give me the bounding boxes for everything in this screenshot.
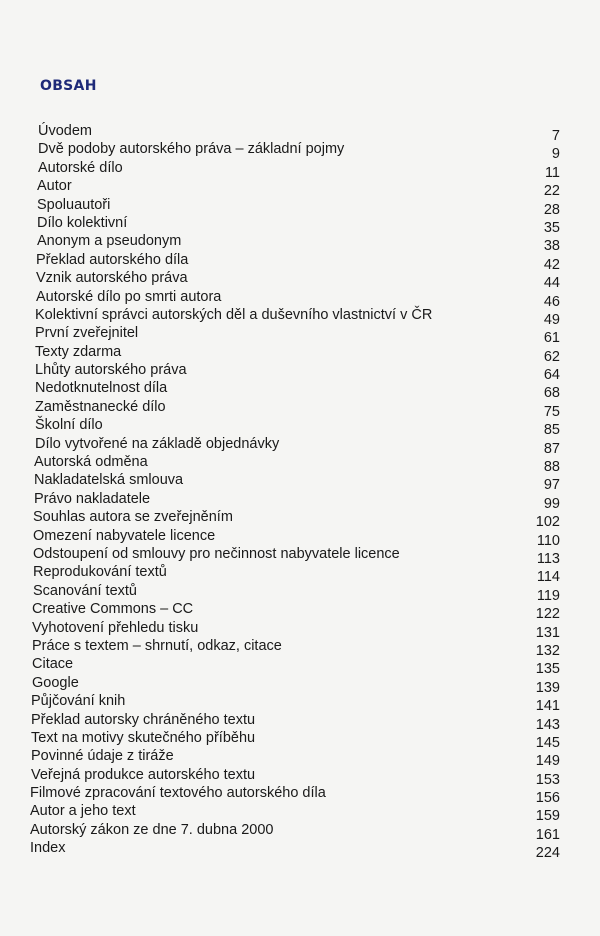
toc-entry-title: Scanování textů bbox=[33, 582, 137, 599]
toc-entry bbox=[30, 784, 560, 807]
toc-entry-title: Nakladatelská smlouva bbox=[34, 472, 184, 489]
toc-entry-page-number: 131 bbox=[535, 624, 560, 641]
toc-entry bbox=[30, 692, 560, 715]
toc-entry-page-number: 49 bbox=[543, 311, 560, 328]
toc-entry-page-number: 114 bbox=[536, 569, 560, 586]
toc-entry bbox=[30, 711, 560, 733]
toc-entry bbox=[30, 600, 560, 623]
toc-entry-page-number: 22 bbox=[543, 183, 560, 200]
toc-entry bbox=[30, 140, 560, 163]
toc-entry-title: Citace bbox=[32, 656, 74, 673]
toc-entry bbox=[30, 563, 560, 586]
toc-entry-title: Vyhotovení přehledu tisku bbox=[32, 619, 199, 636]
toc-entry-title: Omezení nabyvatele licence bbox=[33, 527, 216, 544]
toc-entry bbox=[30, 398, 560, 420]
toc-entry-page-number: 88 bbox=[543, 459, 560, 476]
toc-entry-page-number: 7 bbox=[551, 128, 560, 144]
toc-entry-title: Text na motivy skutečného příběhu bbox=[31, 729, 256, 746]
toc-entry bbox=[30, 637, 560, 659]
toc-entry bbox=[30, 508, 560, 531]
toc-entry bbox=[30, 435, 560, 457]
toc-entry-page-number: 122 bbox=[535, 606, 560, 623]
toc-entry-page-number: 139 bbox=[535, 679, 560, 696]
toc-entry bbox=[30, 453, 560, 476]
toc-entry-page-number: 97 bbox=[543, 477, 560, 494]
toc-entry bbox=[30, 251, 560, 273]
toc-entry-page-number: 159 bbox=[535, 808, 560, 825]
toc-entry-page-number: 102 bbox=[535, 514, 560, 531]
toc-entry bbox=[30, 545, 560, 567]
toc-entry-title: Autorské dílo po smrti autora bbox=[36, 288, 222, 305]
toc-entry-page-number: 119 bbox=[536, 587, 560, 604]
toc-entry-title: Odstoupení od smlouvy pro nečinnost nabyvatele licence bbox=[33, 545, 400, 562]
toc-entry-page-number: 113 bbox=[536, 550, 560, 567]
toc-entry-page-number: 143 bbox=[535, 716, 560, 733]
toc-entry-title: Půjčování knih bbox=[31, 693, 126, 710]
toc-entry bbox=[30, 343, 560, 365]
toc-entry-title: Dvě podoby autorského práva – základní pojmy bbox=[38, 141, 345, 158]
toc-entry-page-number: 153 bbox=[535, 771, 560, 788]
toc-entry-title: Reprodukování textů bbox=[33, 564, 167, 581]
toc-entry-title: Filmové zpracování textového autorského díla bbox=[30, 785, 326, 802]
toc-entry-title: Texty zdarma bbox=[35, 343, 122, 360]
toc-entry bbox=[30, 196, 560, 218]
toc-entry-page-number: 61 bbox=[543, 330, 560, 347]
toc-entry-title: Autorský zákon ze dne 7. dubna 2000 bbox=[30, 821, 274, 838]
toc-entry-title: Souhlas autora se zveřejněním bbox=[33, 509, 233, 526]
toc-entry-page-number: 9 bbox=[551, 146, 560, 163]
toc-entry bbox=[30, 674, 560, 696]
toc-entry-title: Právo nakladatele bbox=[34, 490, 151, 507]
toc-entry-page-number: 156 bbox=[535, 790, 560, 807]
toc-entry-page-number: 28 bbox=[543, 201, 560, 218]
toc-entry-page-number: 145 bbox=[535, 734, 560, 751]
toc-entry bbox=[30, 214, 560, 236]
page-heading: OBSAH bbox=[40, 78, 97, 94]
toc-entry-title: Google bbox=[32, 674, 79, 691]
toc-entry-page-number: 141 bbox=[535, 698, 560, 715]
toc-entry bbox=[30, 839, 560, 862]
toc-entry bbox=[30, 619, 560, 641]
toc-entry-title: Školní dílo bbox=[35, 417, 103, 434]
toc-entry-page-number: 46 bbox=[543, 293, 560, 310]
toc-entry bbox=[30, 288, 560, 310]
toc-entry-page-number: 68 bbox=[543, 385, 560, 402]
toc-entry bbox=[30, 471, 560, 494]
toc-entry-title: Kolektivní správci autorských děl a duševního vlastnictví v ČR bbox=[35, 306, 433, 323]
toc-entry bbox=[30, 490, 560, 512]
toc-entry bbox=[30, 324, 560, 347]
toc-entry-page-number: 64 bbox=[543, 367, 560, 384]
toc-entry bbox=[30, 122, 560, 144]
toc-entry-title: Dílo vytvořené na základě objednávky bbox=[35, 435, 280, 452]
toc-entry-title: První zveřejnitel bbox=[35, 325, 139, 342]
toc-entry-page-number: 75 bbox=[543, 403, 560, 420]
toc-entry-page-number: 149 bbox=[535, 753, 560, 770]
toc-entry-title: Zaměstnanecké dílo bbox=[35, 398, 166, 415]
toc-entry bbox=[30, 821, 560, 843]
toc-entry-title: Veřejná produkce autorského textu bbox=[31, 766, 256, 783]
toc-entry-page-number: 224 bbox=[535, 845, 560, 862]
toc-entry-page-number: 99 bbox=[543, 495, 560, 512]
toc-entry bbox=[30, 361, 560, 384]
toc-entry-page-number: 132 bbox=[535, 642, 560, 659]
toc-entry bbox=[30, 159, 560, 181]
toc-entry bbox=[30, 582, 560, 604]
toc-entry-title: Dílo kolektivní bbox=[37, 214, 128, 231]
toc-entry bbox=[30, 729, 560, 751]
toc-entry-page-number: 11 bbox=[544, 164, 560, 181]
toc-entry-title: Index bbox=[30, 840, 66, 857]
toc-entry-page-number: 38 bbox=[543, 238, 560, 255]
toc-entry-title: Autorské dílo bbox=[38, 159, 123, 176]
toc-entry-title: Práce s textem – shrnutí, odkaz, citace bbox=[32, 637, 282, 654]
toc-entry bbox=[30, 306, 560, 328]
toc-entry bbox=[30, 655, 560, 678]
toc-entry-title: Lhůty autorského práva bbox=[35, 362, 187, 379]
toc-entry bbox=[30, 416, 560, 439]
toc-entry-title: Creative Commons – CC bbox=[32, 601, 194, 618]
toc-entry bbox=[30, 766, 560, 788]
toc-entry bbox=[30, 269, 560, 292]
toc-entry bbox=[30, 802, 560, 825]
toc-entry-title: Autor bbox=[37, 178, 72, 195]
toc-entry bbox=[30, 527, 560, 549]
toc-entry-page-number: 35 bbox=[543, 219, 560, 236]
toc-entry-page-number: 161 bbox=[535, 826, 560, 843]
toc-entry-title: Překlad autorsky chráněného textu bbox=[31, 711, 256, 728]
toc-entry bbox=[30, 232, 560, 255]
toc-entry-title: Spoluautoři bbox=[37, 196, 111, 213]
toc-entry-page-number: 62 bbox=[543, 348, 560, 365]
toc-entry-title: Povinné údaje z tiráže bbox=[31, 748, 174, 765]
toc-entry-page-number: 110 bbox=[536, 532, 560, 549]
toc-entry-page-number: 85 bbox=[543, 422, 560, 439]
toc-entry-page-number: 44 bbox=[543, 275, 560, 292]
toc-entry-page-number: 42 bbox=[543, 256, 560, 273]
toc-entry-title: Autorská odměna bbox=[34, 454, 148, 471]
toc-entry-title: Anonym a pseudonym bbox=[37, 233, 182, 250]
toc-entry bbox=[30, 379, 560, 402]
toc-entry-page-number: 87 bbox=[543, 440, 560, 457]
toc-entry-page-number: 135 bbox=[535, 661, 560, 678]
table-of-contents bbox=[30, 122, 560, 862]
toc-entry-title: Nedotknutelnost díla bbox=[35, 380, 168, 397]
toc-entry-title: Úvodem bbox=[38, 123, 92, 139]
toc-entry-title: Vznik autorského práva bbox=[36, 270, 188, 287]
toc-entry bbox=[30, 747, 560, 770]
toc-entry bbox=[30, 177, 560, 200]
toc-entry-title: Autor a jeho text bbox=[30, 803, 136, 820]
toc-entry-title: Překlad autorského díla bbox=[36, 251, 189, 268]
